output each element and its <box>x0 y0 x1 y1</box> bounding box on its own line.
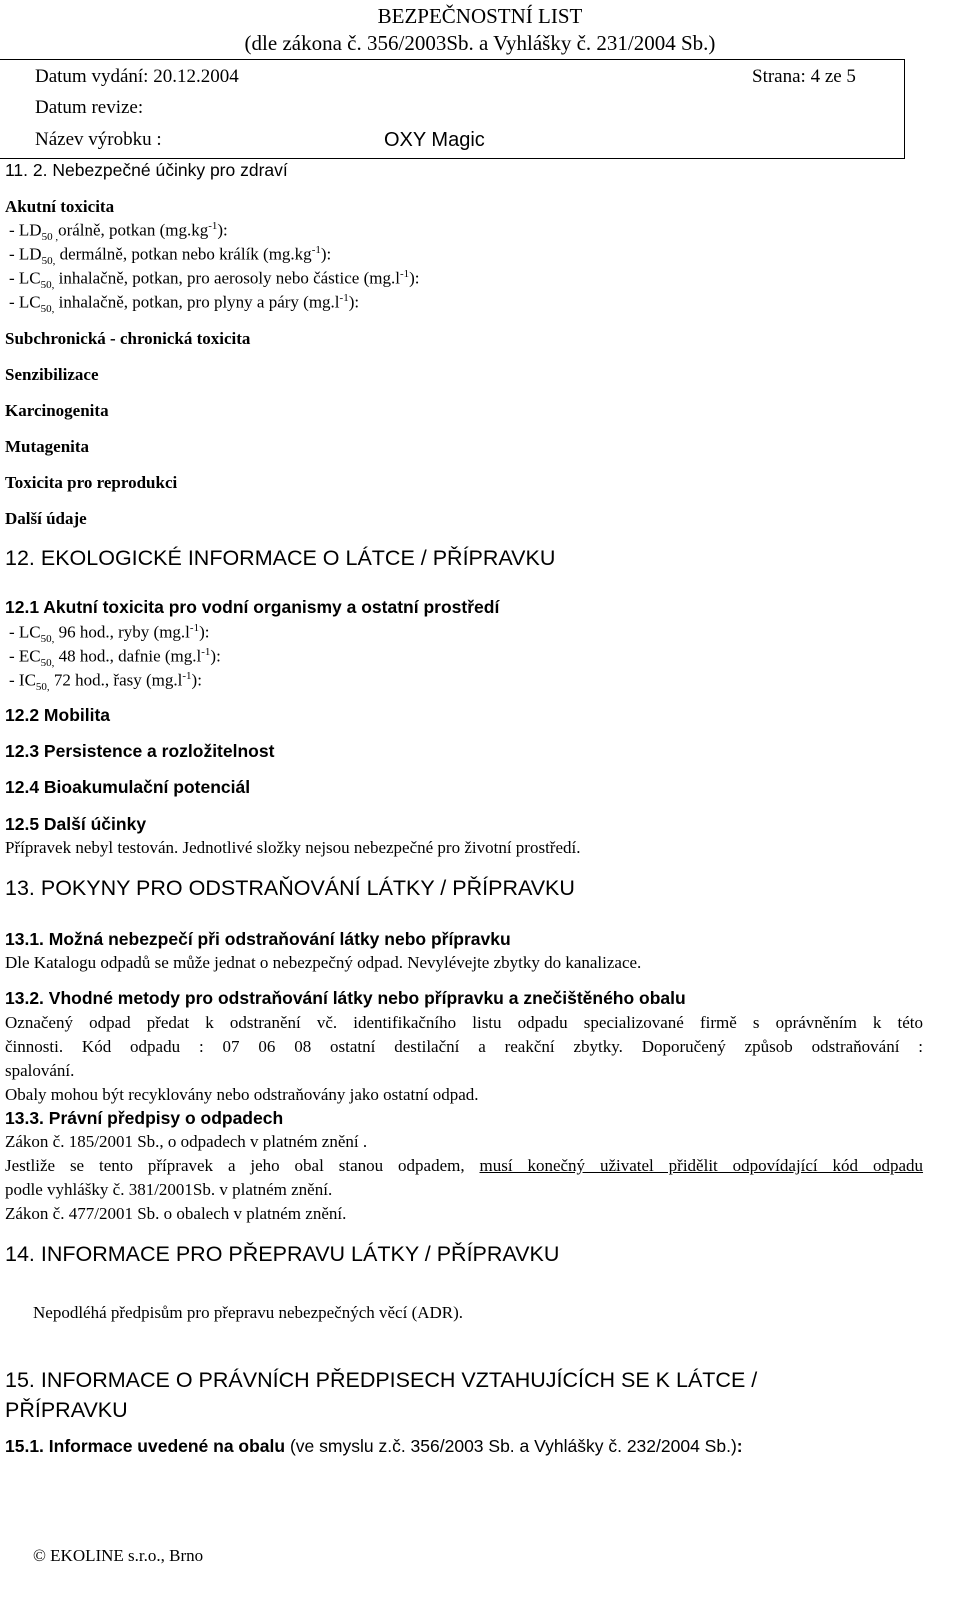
section-15-1-line: 15.1. Informace uvedené na obalu (ve smyslu z.č. 356/2003 Sb. a Vyhlášky č. 232/2004 Sb.): <box>5 1436 743 1456</box>
subchronic-toxicity-title: Subchronická - chronická toxicita <box>5 329 251 348</box>
section-14-heading: 14. INFORMACE PRO PŘEPRAVU LÁTKY / PŘÍPRAVKU <box>5 1242 560 1266</box>
section-12-4-heading: 12.4 Bioakumulační potenciál <box>5 777 251 797</box>
document-subtitle: (dle zákona č. 356/2003Sb. a Vyhlášky č. 231/2004 Sb.) <box>244 31 716 55</box>
product-label: Název výrobku : <box>35 129 162 150</box>
acute-toxicity-title: Akutní toxicita <box>5 197 115 216</box>
ec50-daphnia-line: - $EC_{50,}$ 48 hod., dafnie $(mg.l^{-1})$: <box>9 646 221 670</box>
section-13-2-line-1: Označený odpad předat k odstranění vč. identifikačního listu odpadu specializované firmě s oprávněním k této <box>5 1013 923 1032</box>
ld50-oral-line: - $LD_{50 ,}orá\ln ě$, potkan $(mg.kg^{-1})$: <box>9 220 228 244</box>
carcinogenicity-title: Karcinogenita <box>5 401 109 420</box>
section-13-3-line-2: Jestliže se tento přípravek a jeho obal stanou odpadem, musí konečný uživatel přidělit odpovídající kód odpadu <box>5 1156 924 1175</box>
section-13-2-line-3: spalování. <box>5 1061 75 1080</box>
section-13-heading: 13. POKYNY PRO ODSTRAŇOVÁNÍ LÁTKY / PŘÍPRAVKU <box>5 876 575 900</box>
product-name: OXY Magic <box>384 129 485 151</box>
section-12-3-heading: 12.3 Persistence a rozložitelnost <box>5 741 275 761</box>
page-number: Strana: 4 ze 5 <box>752 66 856 87</box>
section-13-1-text: Dle Katalogu odpadů se může jednat o nebezpečný odpad. Nevylévejte zbytky do kanalizace. <box>5 953 642 972</box>
section-13-2-line-4: Obaly mohou být recyklovány nebo odstraňovány jako ostatní odpad. <box>5 1085 479 1104</box>
section-12-5-heading: 12.5 Další účinky <box>5 814 147 834</box>
section-12-heading: 12. EKOLOGICKÉ INFORMACE O LÁTCE / PŘÍPRAVKU <box>5 546 556 570</box>
lc50-fish-line: - $LC_{50,}$ 96 hod., ryby $(mg.l^{-1})$: <box>9 622 210 646</box>
lc50-aerosol-line: - $LC_{50,}$ inhalačně, potkan, pro aerosoly nebo částice $(mg.l^{-1})$: <box>9 268 420 292</box>
section-11-2-heading: 11. 2. Nebezpečné účinky pro zdraví <box>5 160 288 180</box>
mutagenicity-title: Mutagenita <box>5 437 90 456</box>
ld50-dermal-line: - $LD_{50,}$ dermálně, potkan nebo králík $(mg.kg^{-1})$: <box>9 244 332 268</box>
section-13-3-heading: 13.3. Právní předpisy o odpadech <box>5 1108 284 1128</box>
section-12-5-text: Přípravek nebyl testován. Jednotlivé složky nejsou nebezpečné pro životní prostředí. <box>5 838 581 857</box>
section-14-text: Nepodléhá předpisům pro přepravu nebezpečných věcí (ADR). <box>33 1303 464 1322</box>
section-15-heading-line-2: PŘÍPRAVKU <box>5 1398 128 1422</box>
section-13-3-line-3: podle vyhlášky č. 381/2001Sb. v platném znění. <box>5 1180 333 1199</box>
header-bottom-rule <box>0 158 905 159</box>
document-title: BEZPEČNOSTNÍ LIST <box>377 4 583 28</box>
lc50-gas-line: - $LC_{50,}$ inhalačně, potkan, pro plyny a páry $(mg.l^{-1})$: <box>9 292 360 316</box>
section-13-3-line-4: Zákon č. 477/2001 Sb. o obalech v platném znění. <box>5 1204 347 1223</box>
other-data-title: Další údaje <box>5 509 87 528</box>
section-12-1-heading: 12.1 Akutní toxicita pro vodní organismy a ostatní prostředí <box>5 597 500 617</box>
section-13-1-heading: 13.1. Možná nebezpečí při odstraňování látky nebo přípravku <box>5 929 511 949</box>
section-13-2-heading: 13.2. Vhodné metody pro odstraňování látky nebo přípravku a znečištěného obalu <box>5 988 686 1008</box>
section-15-heading-line-1: 15. INFORMACE O PRÁVNÍCH PŘEDPISECH VZTAHUJÍCÍCH SE K LÁTCE / <box>5 1368 758 1392</box>
footer-copyright: © EKOLINE s.r.o., Brno <box>33 1546 204 1565</box>
issue-date: Datum vydání: 20.12.2004 <box>35 66 239 87</box>
section-13-3-line-1: Zákon č. 185/2001 Sb., o odpadech v platném znění . <box>5 1132 368 1151</box>
header-right-rule <box>904 59 905 159</box>
section-12-2-heading: 12.2 Mobilita <box>5 705 111 725</box>
ic50-algae-line: - $IC_{50,}$ 72 hod., řasy $(mg.l^{-1})$: <box>9 670 202 694</box>
reproductive-toxicity-title: Toxicita pro reprodukci <box>5 473 178 492</box>
header-top-rule <box>0 59 905 60</box>
sensitization-title: Senzibilizace <box>5 365 99 384</box>
section-13-2-line-2: činnosti. Kód odpadu : 07 06 08 ostatní destilační a reakční zbytky. Doporučený způsob odstraňování : <box>5 1037 923 1056</box>
revision-date: Datum revize: <box>35 97 144 118</box>
